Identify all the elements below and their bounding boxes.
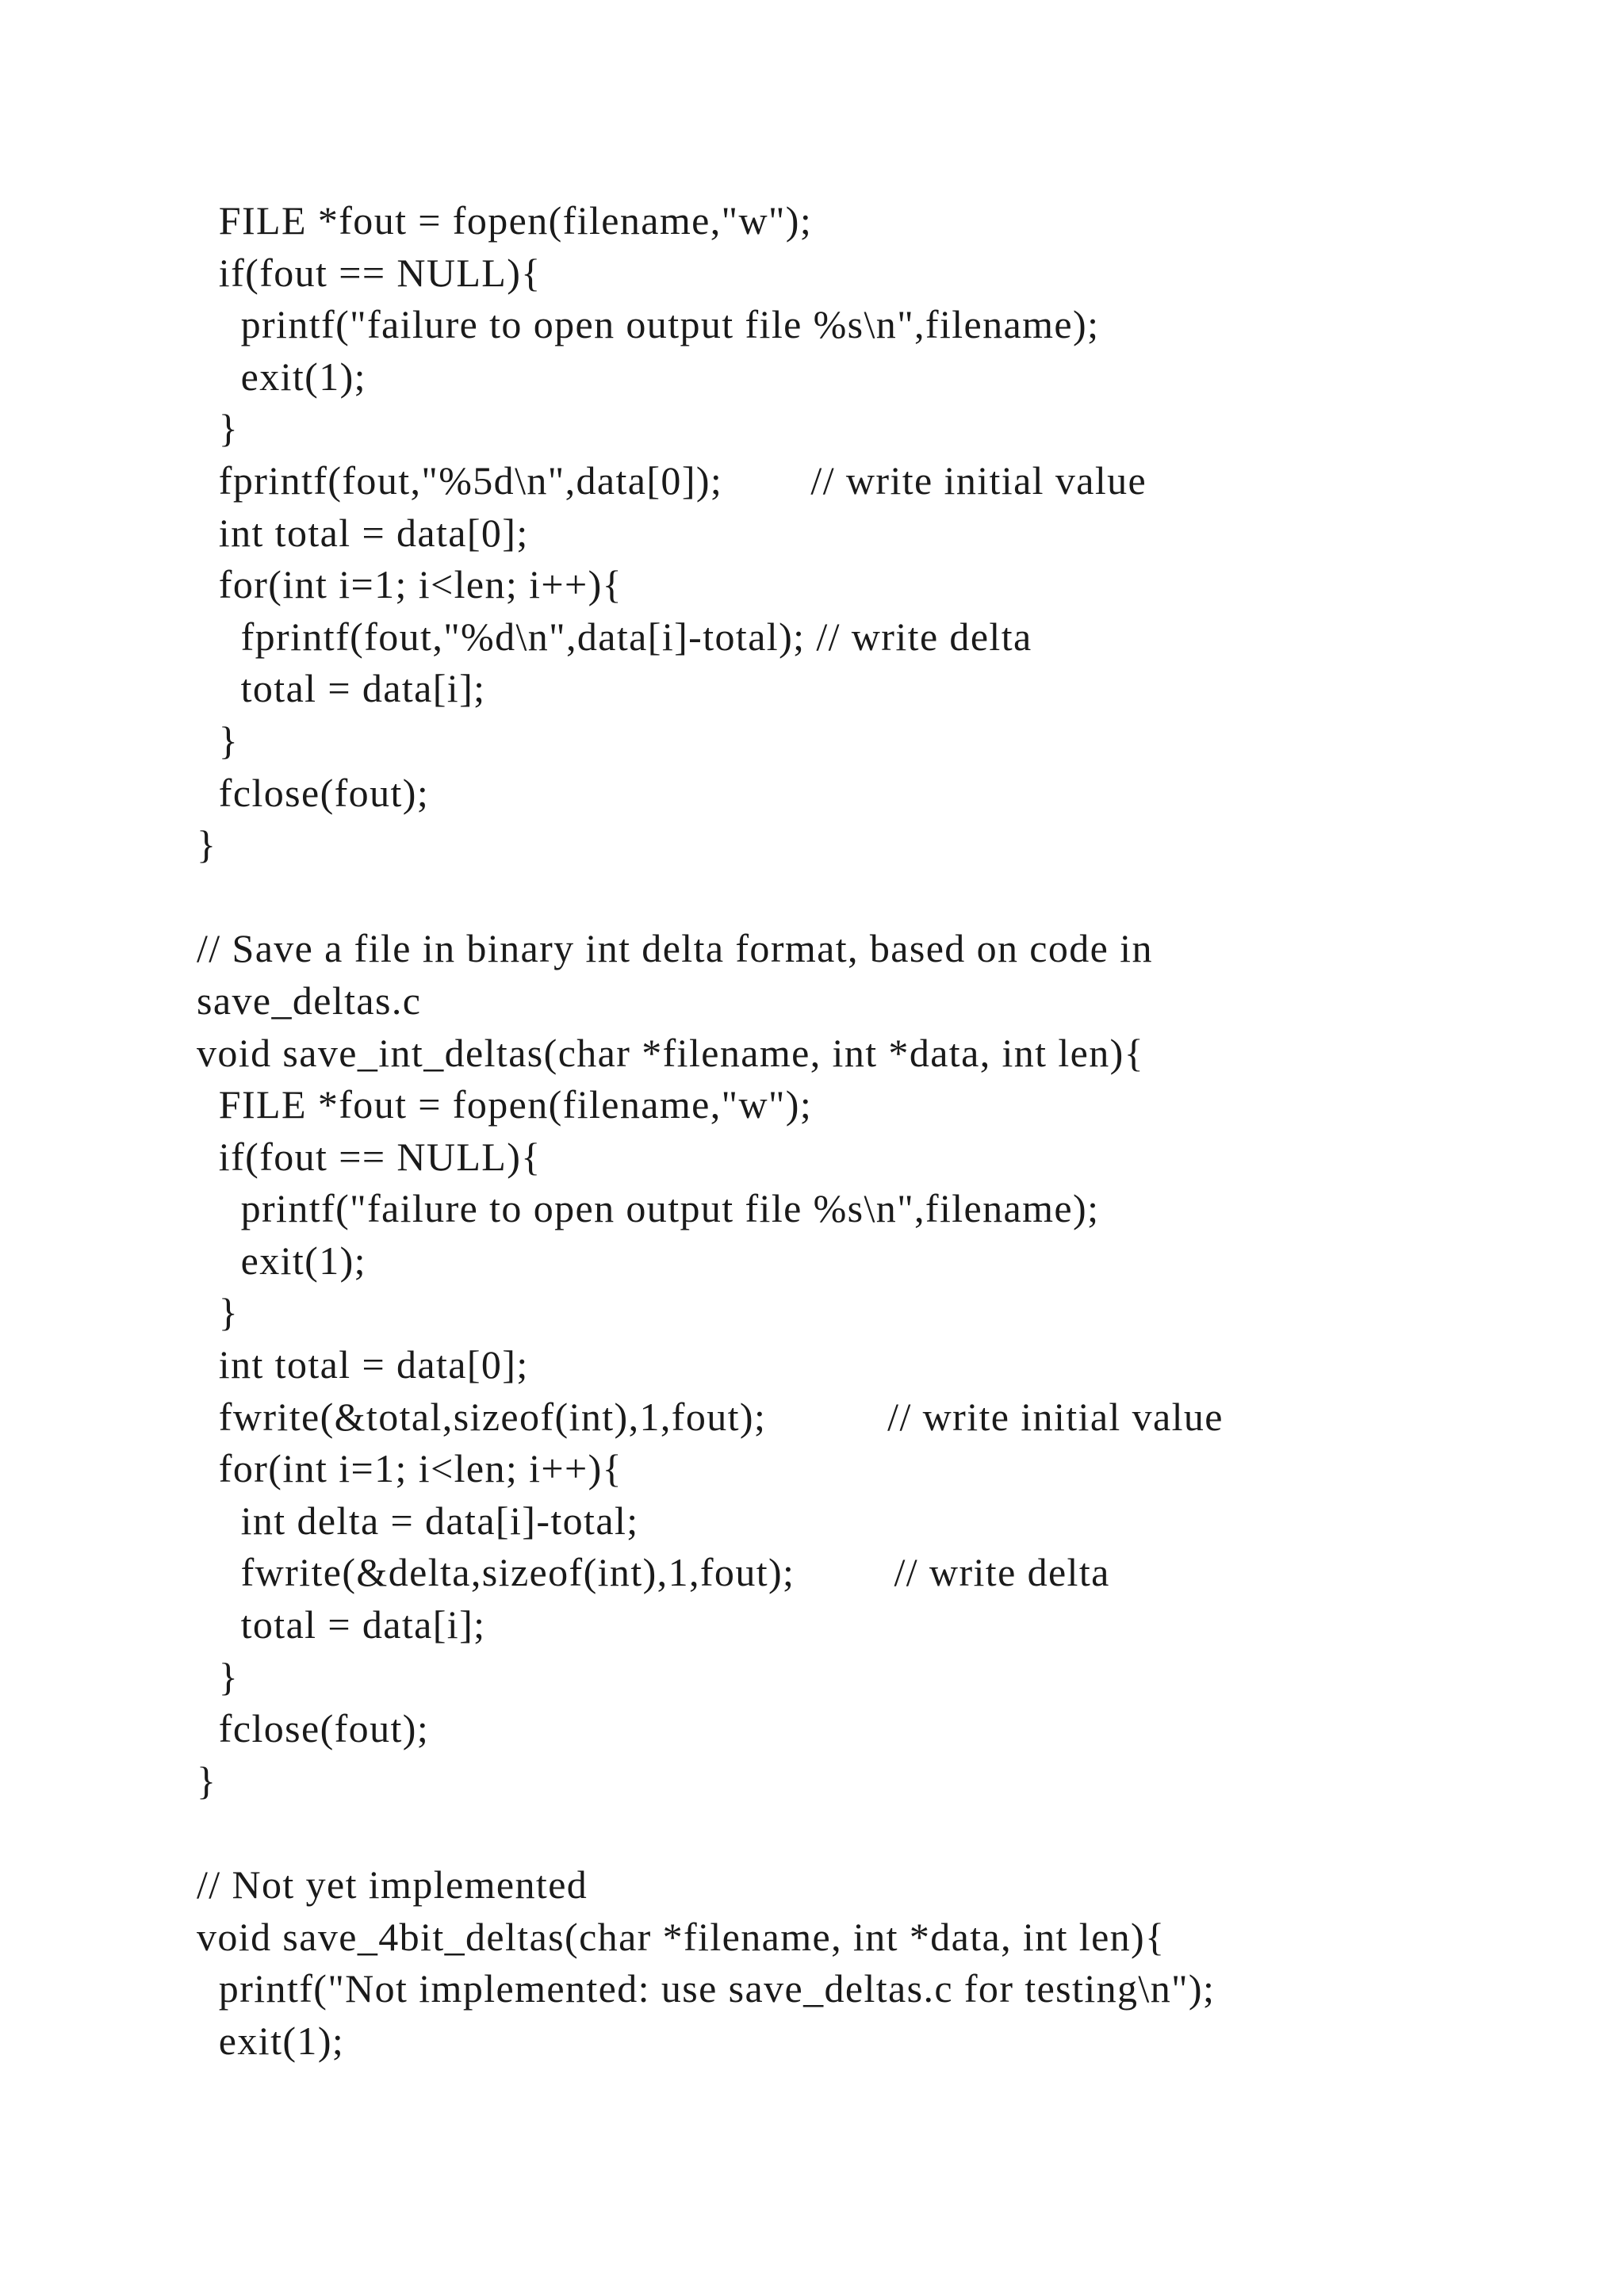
code-line: } (197, 718, 239, 763)
code-line (197, 1807, 1465, 1859)
code-line: fwrite(&total,sizeof(int),1,fout); // write initial value (197, 1394, 1224, 1439)
code-line: for(int i=1; i<len; i++){ (197, 562, 623, 607)
code-line: printf("failure to open output file %s\n",filename); (197, 302, 1100, 347)
code-line: int total = data[0]; (197, 1342, 529, 1387)
code-line: void save_int_deltas(char *filename, int *data, int len){ (197, 1030, 1145, 1075)
code-line: exit(1); (197, 354, 366, 399)
code-line: } (197, 1654, 239, 1699)
code-line: FILE *fout = fopen(filename,"w"); (197, 198, 813, 243)
code-line: fprintf(fout,"%d\n",data[i]-total); // write delta (197, 614, 1032, 659)
code-line: int delta = data[i]-total; (197, 1498, 639, 1543)
code-line: if(fout == NULL){ (197, 250, 542, 295)
code-line: save_deltas.c (197, 978, 422, 1023)
code-line: } (197, 1758, 217, 1803)
code-line: } (197, 822, 217, 867)
code-line: // Save a file in binary int delta format, based on code in (197, 926, 1153, 971)
code-line: exit(1); (197, 2018, 345, 2063)
code-line: fwrite(&delta,sizeof(int),1,fout); // write delta (197, 1550, 1110, 1595)
code-line: total = data[i]; (197, 1602, 486, 1647)
code-line: if(fout == NULL){ (197, 1134, 542, 1179)
code-line: // Not yet implemented (197, 1862, 588, 1907)
code-line: printf("failure to open output file %s\n",filename); (197, 1186, 1100, 1231)
code-line (197, 871, 1465, 924)
code-line: int total = data[0]; (197, 510, 529, 555)
code-line: void save_4bit_deltas(char *filename, int *data, int len){ (197, 1914, 1166, 1959)
code-line: exit(1); (197, 1238, 366, 1283)
code-line: } (197, 1290, 239, 1335)
code-line: fclose(fout); (197, 770, 430, 815)
code-line: fprintf(fout,"%5d\n",data[0]); // write initial value (197, 457, 1147, 503)
code-line: fclose(fout); (197, 1706, 430, 1751)
code-line: total = data[i]; (197, 666, 486, 711)
code-line: FILE *fout = fopen(filename,"w"); (197, 1082, 813, 1127)
code-line: } (197, 406, 239, 451)
code-line: printf("Not implemented: use save_deltas.c for testing\n"); (197, 1966, 1216, 2011)
code-line: for(int i=1; i<len; i++){ (197, 1446, 623, 1491)
code-listing (197, 195, 1465, 2067)
